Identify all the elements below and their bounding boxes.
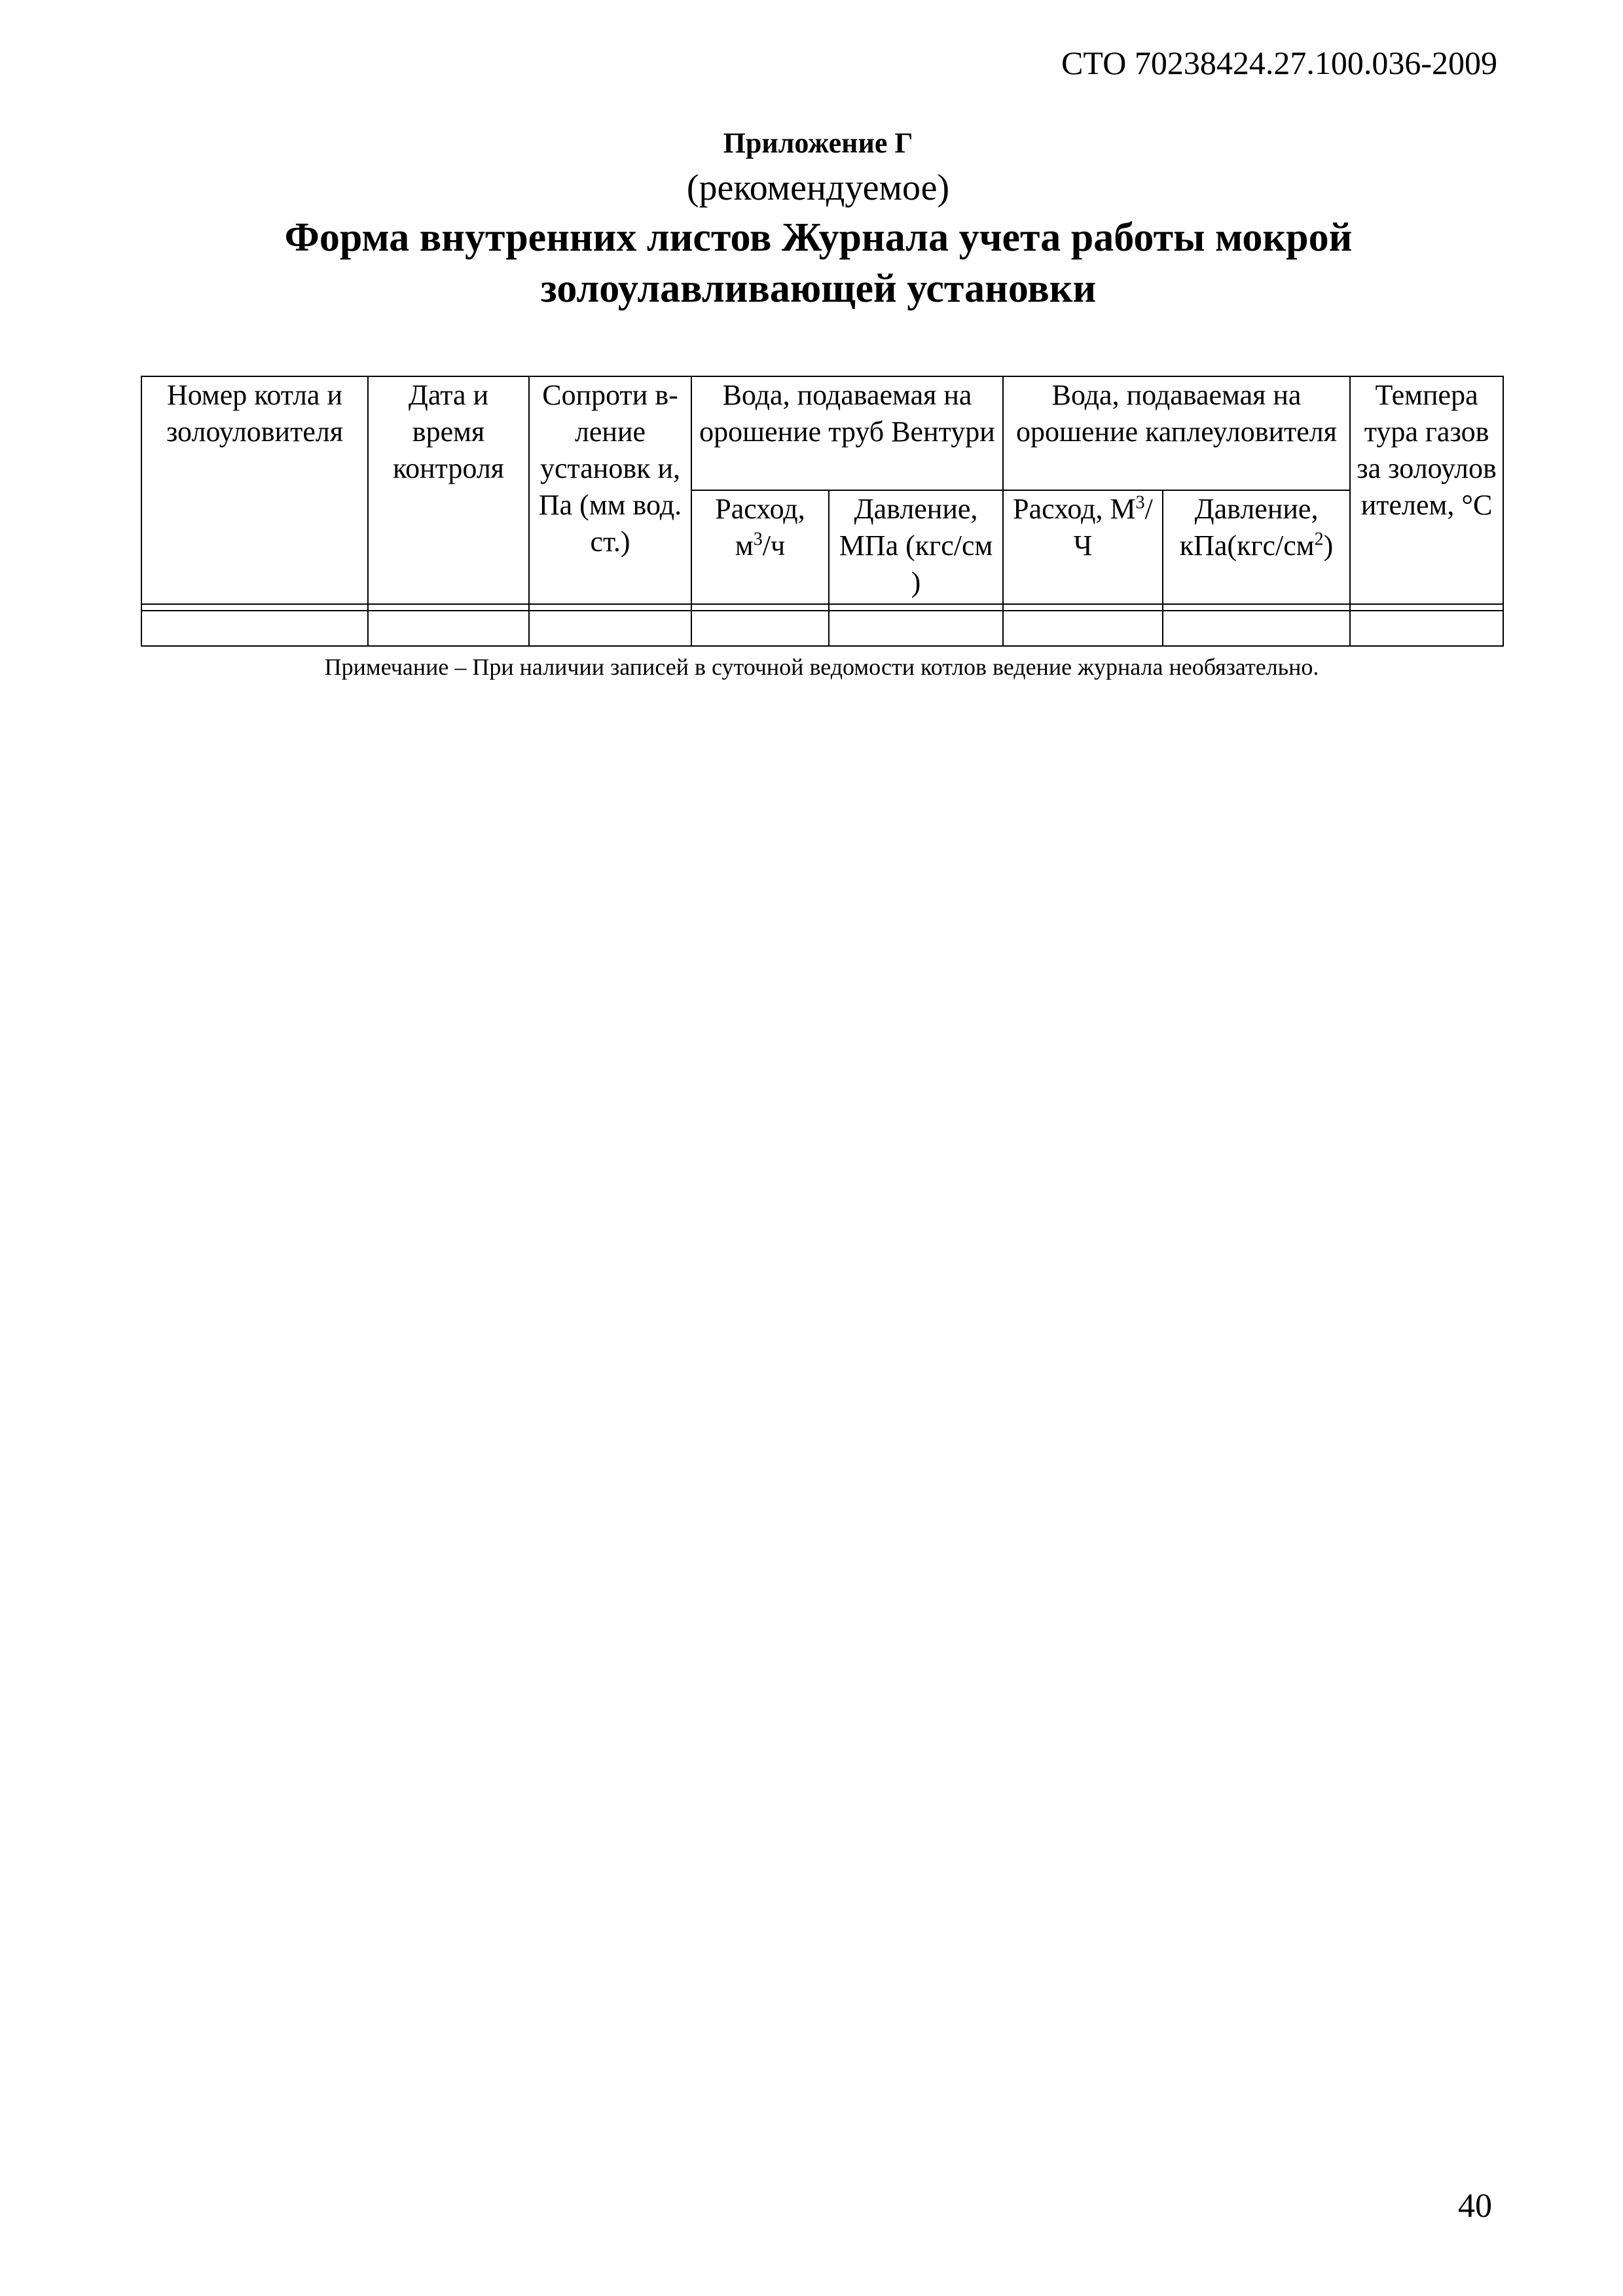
venturi-flow-unit: /ч — [762, 529, 786, 562]
table-cell — [1163, 611, 1350, 646]
header-droplet-flow — [1003, 490, 1163, 604]
table-cell — [368, 611, 529, 646]
header-venturi-pressure: Давление, МПа (кгс/см ) — [829, 490, 1003, 604]
table-cell — [1163, 604, 1350, 611]
header-droplet-water: Вода, подаваемая на орошение каплеуловителя — [1003, 376, 1350, 490]
journal-form-table — [141, 376, 1504, 647]
page-number: 40 — [1458, 2187, 1492, 2225]
header-venturi-flow — [691, 490, 829, 604]
table-header-row — [141, 376, 1503, 490]
venturi-flow-superscript: 3 — [753, 529, 763, 550]
table-note: Примечание – При наличии записей в суточной ведомости котлов ведение журнала необязательно. — [324, 654, 1319, 680]
header-date-time: Дата и время контроля — [368, 376, 529, 604]
droplet-flow-unit: /Ч — [1073, 493, 1153, 562]
header-resistance: Сопроти в-ление установк и, Па (мм вод. ст.) — [529, 376, 691, 604]
droplet-flow-label: Расход, М — [1013, 493, 1136, 525]
header-venturi-water: Вода, подаваемая на орошение труб Вентури — [691, 376, 1003, 490]
table-separator-row — [141, 604, 1503, 611]
document-title: Форма внутренних листов Журнала учета работы мокрой золоулавливающей установки — [284, 215, 1353, 311]
table-cell — [141, 611, 368, 646]
table-cell — [1350, 611, 1503, 646]
header-gas-temperature: Темпера тура газов за золоулов ителем, °С — [1350, 376, 1503, 604]
table-cell — [1003, 604, 1163, 611]
table-cell — [691, 604, 829, 611]
table-cell — [829, 604, 1003, 611]
annex-label: Приложение Г — [723, 127, 913, 159]
venturi-flow-label: Расход, м — [715, 493, 805, 562]
table-cell — [368, 604, 529, 611]
document-code: СТО 70238424.27.100.036-2009 — [1061, 45, 1497, 81]
droplet-pressure-label: Давление, кПа(кгс/см — [1179, 493, 1319, 562]
droplet-flow-superscript: 3 — [1135, 492, 1145, 513]
header-droplet-pressure — [1163, 490, 1350, 604]
droplet-pressure-unit: ) — [1323, 529, 1334, 562]
table-cell — [691, 611, 829, 646]
annex-status: (рекомендуемое) — [686, 168, 950, 208]
table-cell — [1350, 604, 1503, 611]
droplet-pressure-superscript: 2 — [1314, 529, 1324, 550]
header-boiler-number: Номер котла и золоуловителя — [141, 376, 368, 604]
table-row — [141, 611, 1503, 646]
table-cell — [529, 604, 691, 611]
table-cell — [141, 604, 368, 611]
table-cell — [829, 611, 1003, 646]
table-cell — [1003, 611, 1163, 646]
table-cell — [529, 611, 691, 646]
